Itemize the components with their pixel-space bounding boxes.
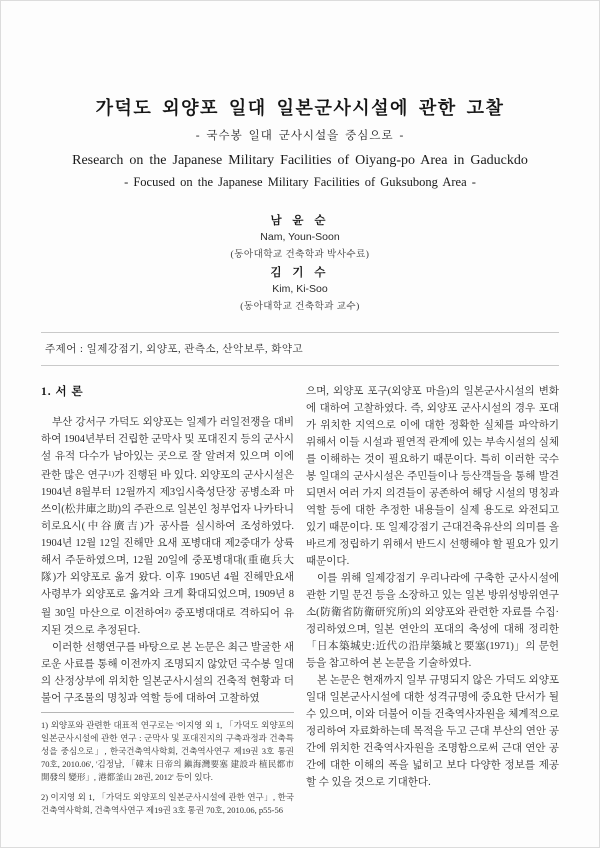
paper-subtitle-korean: - 국수봉 일대 군사시설을 중심으로 - bbox=[195, 130, 405, 142]
body-paragraph: 으며, 외양포 포구(외양포 마을)의 일본군사시설의 변화에 대하여 고찰하였다. 즉, 외양포 군사시설의 경우 포대가 위치한 지역으로 이에 대한 정확한 실체를 파악하기 위해서 이들 시설과 필연적 관계에 있는 부속시설의 실체를 이해하는 것이 필요하기 때문이다. 특히 이러한 국수봉 일대의 군사시설은 주민들이나 등산객들을 통해 발견되면서 여러 가지 의견들이 공존하여 해당 시설의 명칭과 역할 등에 대한 추정한 내용들이 실제 용도로 와전되고 있기 때문이다. 또 일제강점기 근대건축유산의 의미를 올바르게 정립하기 위해서 반드시 선행해야 할 필요가 있기 때문이다. bbox=[306, 386, 559, 567]
footnote-block bbox=[41, 712, 294, 817]
author-affiliation: (동아대학교 건축학과 박사수료) bbox=[230, 250, 370, 260]
author-first bbox=[41, 212, 559, 260]
keywords-box bbox=[41, 332, 559, 366]
paragraph-text: 가 진행된 바 있다. 외양포의 군사시설은 1904년 8월부터 12월까지 제3임시축성단장 공병소좌 마쓰이(松井庫之助)의 주관으로 일본인 청부업자 나카타니 히로요시(中谷廣吉)가 공사를 실시하여 조성하였다. 1904년 12월 12일 진해만 요새 포병대대 제2중대가 상륙해서 주둔하였으며, 12월 20일에 중포병대대(重砲兵大隊)가 외양포로 옮겨 왔다. 이후 1905년 4월 진해만요새사령부가 외양포로 옮겨와 크게 확대되었으며, 1909년 8월 30일 마산으로 이전하여 bbox=[41, 470, 294, 619]
title-block bbox=[41, 1, 559, 190]
keywords-text: 주제어 : 일제강점기, 외양포, 관측소, 산악보루, 화약고 bbox=[45, 344, 304, 355]
author-second bbox=[41, 264, 559, 312]
paper-title-english: Research on the Japanese Military Facilities of Oiyang-po Area in Gaduckdo bbox=[72, 153, 528, 168]
body-paragraph: 이러한 선행연구를 바탕으로 본 논문은 최근 발굴한 새로운 사료를 통해 이전까지 조명되지 않았던 국수봉 일대의 산정상부에 위치한 일본군사시설의 건축적 현황과 더불어 구조물의 명칭과 역할 등에 대하여 고찰하였 bbox=[41, 642, 294, 704]
paragraph-text: 중포병대대로 격하되어 유지된 것으로 추정된다. bbox=[41, 608, 294, 636]
footnote-item: 2) 이지영 외 1, 「가덕도 외양포의 일본군사시설에 관한 연구」, 한국건축역사학회, 건축역사연구 제19권 3호 통권 70호, 2010.06, p55-56 bbox=[41, 792, 294, 815]
author-name-korean: 남 윤 순 bbox=[270, 215, 330, 227]
paper-title-korean: 가덕도 외양포 일대 일본군사시설에 관한 고찰 bbox=[95, 98, 505, 118]
authors-block bbox=[41, 212, 559, 312]
footnote-ref-1: 1) bbox=[107, 469, 115, 478]
author-affiliation: (동아대학교 건축학과 교수) bbox=[240, 302, 360, 312]
column-right bbox=[306, 383, 559, 817]
body-columns bbox=[41, 383, 559, 817]
author-name-english: Nam, Youn-Soon bbox=[260, 231, 340, 243]
author-name-english: Kim, Ki-Soo bbox=[272, 283, 328, 295]
footnote-ref-2: 2) bbox=[164, 607, 171, 616]
paragraph-text: 부산 강서구 가덕도 외양포는 일제가 러일전쟁을 대비하여 1904년부터 건립한 군막사 및 포대진지 등의 군사시설 유적 다수가 남아있는 곳으로 잘 알려져 있으며 이에 관한 많은 연구 bbox=[41, 417, 294, 481]
section-heading: 1. 서 론 bbox=[41, 386, 84, 398]
body-paragraph: 본 논문은 현재까지 일부 규명되지 않은 가덕도 외양포 일대 일본군사시설에 대한 성격규명에 중요한 단서가 될 수 있으며, 이와 더불어 이들 건축역사자원을 체계적으로 정리하여 자료화하는데 목적을 두고 근대 부산의 연안 공간에 위치한 건축역사자원을 조명함으로써 근대 연안 공간에 대한 이해의 폭을 넓히고 보다 다양한 정보를 제공할 수 있을 것으로 기대한다. bbox=[306, 675, 559, 788]
column-left bbox=[41, 383, 294, 817]
footnote-item: 1) 외양포와 관련한 대표적 연구로는 '이지영 외 1, 「가덕도 외양포의 일본군사시설에 관한 연구 : 군막사 및 포대진지의 구축과정과 건축특성을 중심으로」, 한국건축역사학회, 건축역사연구 제19권 3호 통권 70호, 2010.06', '김정남, 「韓末 日帝의 鎭海灣要塞 建設과 植民都市 開發의 變形」, 港都釜山 28권, 2012' 등이 있다. bbox=[41, 720, 294, 782]
body-paragraph bbox=[41, 414, 294, 639]
author-name-korean: 김 기 수 bbox=[270, 267, 330, 279]
paper-subtitle-english: - Focused on the Japanese Military Facilities of Guksubong Area - bbox=[124, 175, 476, 189]
body-paragraph: 이를 위해 일제강점기 우리나라에 구축한 군사시설에 관한 기밀 문건 등을 소장하고 있는 일본 방위성방위연구소(防衛省防衛研究所)의 외양포와 관련한 자료를 수집·정리하였으며, 일본 연안의 포대의 축성에 대해 정리한 「日本築城史:近代の沿岸築城と要塞(1971)」의 문헌 등을 참고하여 본 논문을 기술하였다. bbox=[306, 573, 559, 669]
